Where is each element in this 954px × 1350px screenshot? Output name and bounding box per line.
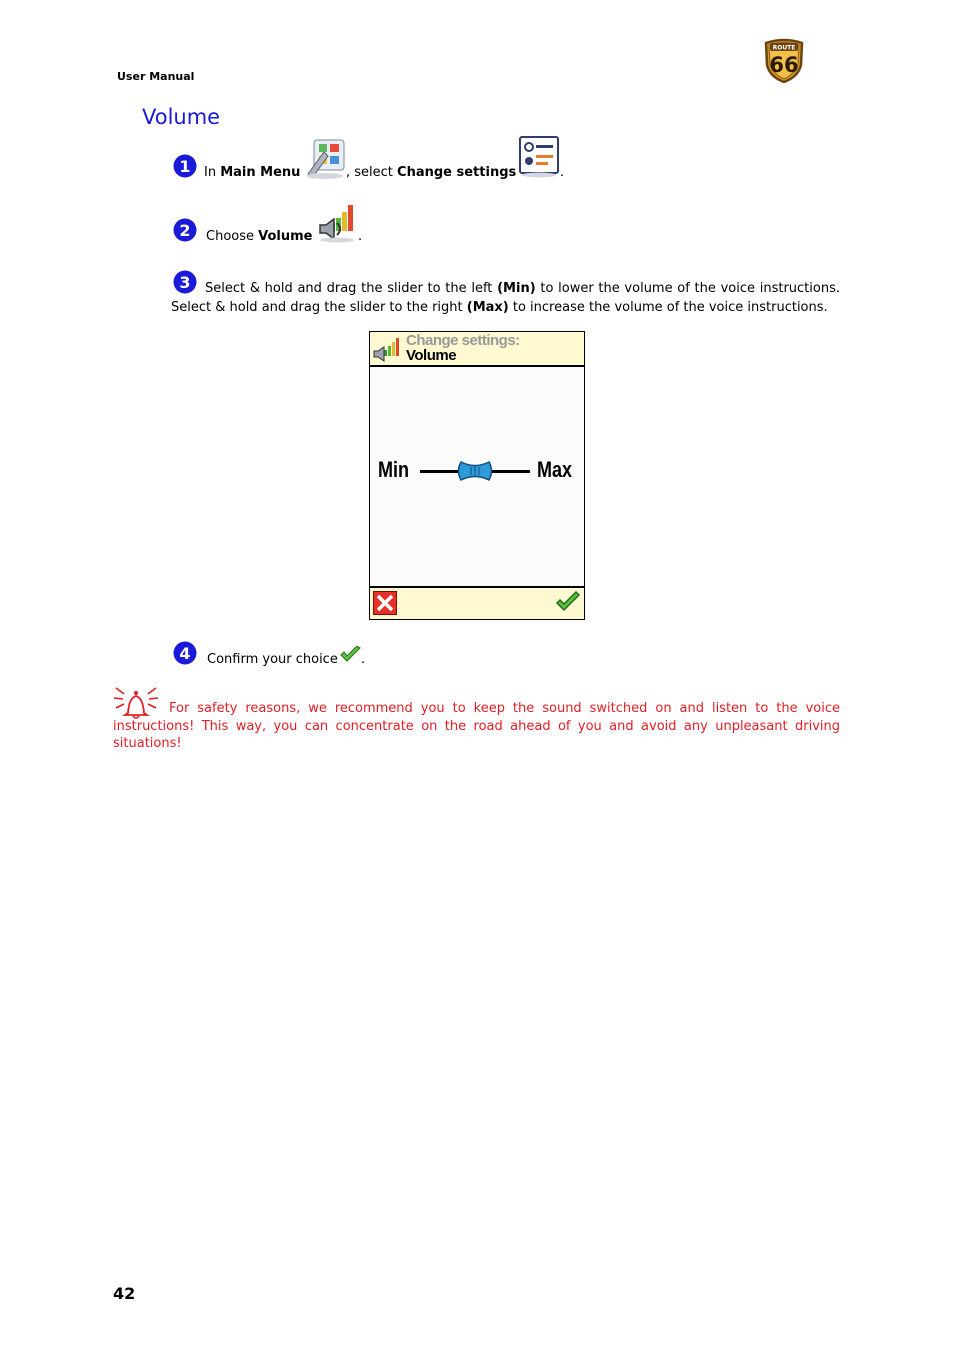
warning-line-3: situations! <box>113 736 182 751</box>
step-2-end: . <box>358 229 363 244</box>
min-emphasis: (Min) <box>497 281 536 296</box>
volume-label: Volume <box>258 229 313 244</box>
screen-footer <box>370 586 584 619</box>
volume-icon <box>316 201 358 243</box>
safety-warning <box>113 700 840 753</box>
warning-line-2: instructions! This way, you can concentrate on the road ahead of you and avoid any unpleasant driving <box>113 718 840 734</box>
step-1-text-b: , select Change settings <box>346 165 517 180</box>
step-1-number-badge <box>173 154 197 178</box>
step-4-number: 4 <box>179 644 191 663</box>
change-settings-icon <box>518 136 560 178</box>
route66-logo <box>760 35 808 83</box>
confirm-checkmark-icon[interactable] <box>555 591 581 615</box>
step-3-number: 3 <box>179 273 191 292</box>
change-settings-label: Change settings <box>397 165 517 180</box>
slider-min-label: Min <box>378 457 410 482</box>
step-4-text: Confirm your choice <box>207 652 338 667</box>
section-title: Volume <box>142 105 221 129</box>
step-2-text: Choose Volume <box>206 229 313 244</box>
main-menu-icon <box>304 138 346 180</box>
screen-header-title: Change settings: <box>406 332 520 349</box>
step-2-number: 2 <box>179 221 191 240</box>
screen-header-subtitle: Volume <box>406 347 457 364</box>
step-1-number: 1 <box>179 157 191 176</box>
step-3-text: Select & hold and drag the slider to the left (Min) to lower the volume of the voice instructions. Select & hold and drag the slider to the right (Max) to increase the volume of the voice instructions. <box>171 281 840 315</box>
confirm-checkmark-icon-inline <box>340 646 362 664</box>
document-header: User Manual <box>117 70 195 83</box>
logo-number-text: 66 <box>769 53 799 77</box>
step-4-number-badge <box>173 641 197 665</box>
page-number: 42 <box>113 1284 136 1303</box>
cancel-icon[interactable] <box>373 591 397 615</box>
warning-line-1: For safety reasons, we recommend you to keep the sound switched on and listen to the voice <box>169 701 840 716</box>
step-1-end: . <box>560 165 565 180</box>
screen-volume-icon <box>372 336 402 366</box>
main-menu-label: Main Menu <box>220 165 301 180</box>
volume-slider-handle[interactable] <box>457 460 493 482</box>
screen-header <box>370 332 584 367</box>
slider-max-label: Max <box>537 457 573 482</box>
volume-screen-screenshot <box>369 331 585 620</box>
step-4-end: . <box>361 652 366 667</box>
step-1-text: In Main Menu <box>204 165 301 180</box>
logo-route-text: ROUTE <box>772 44 796 52</box>
max-emphasis: (Max) <box>466 300 509 315</box>
step-2-number-badge <box>173 218 197 242</box>
